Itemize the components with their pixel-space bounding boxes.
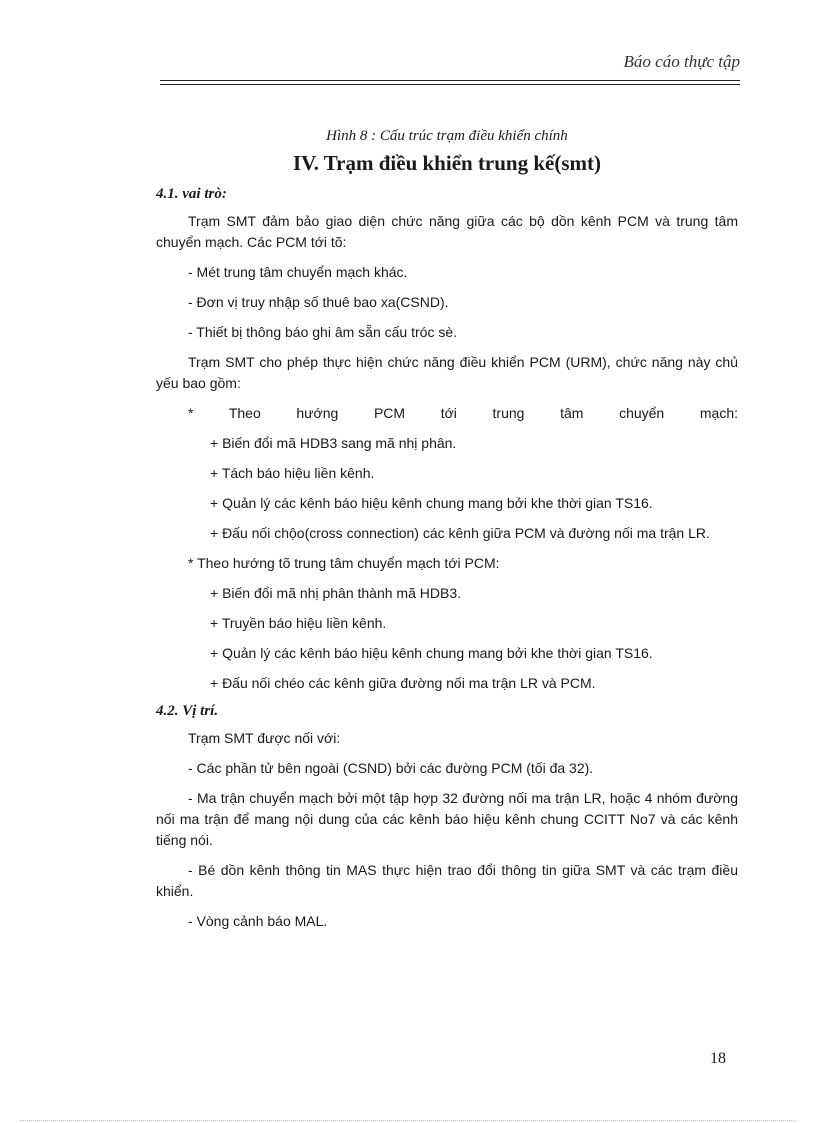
list-item: + Đấu nối chéo các kênh giữa đường nối ma trận LR và PCM.	[210, 675, 596, 691]
list-item: + Tách báo hiệu liền kênh.	[210, 465, 375, 481]
paragraph: Trạm SMT đảm bảo giao diện chức năng giữa các bộ dồn kênh PCM và trung tâm chuyển mạch. Các PCM tới tõ:	[156, 213, 738, 250]
section-heading-role: 4.1. vai trò:	[156, 186, 227, 202]
list-item: + Quản lý các kênh báo hiệu kênh chung mang bởi khe thời gian TS16.	[210, 495, 653, 511]
header-rule-top	[160, 80, 740, 81]
running-header-title: Báo cáo thực tập	[623, 52, 740, 71]
list-item: - Mét trung tâm chuyển mạch khác.	[188, 264, 408, 280]
paragraph: Trạm SMT cho phép thực hiện chức năng điều khiển PCM (URM), chức năng này chủ yếu bao gồm:	[156, 354, 738, 391]
list-item: + Đấu nối chộo(cross connection) các kênh giữa PCM và đường nối ma trận LR.	[210, 525, 710, 541]
chapter-title: IV. Trạm điều khiển trung kế(smt)	[292, 151, 602, 175]
footer-dotted-line	[20, 1120, 796, 1121]
figure-caption: Hình 8 : Cấu trúc trạm điều khiển chính	[326, 128, 568, 144]
list-item: + Biến đổi mã nhị phân thành mã HDB3.	[210, 585, 461, 601]
direction-heading: * Theo hướng tõ trung tâm chuyển mạch tới PCM:	[188, 555, 500, 571]
list-item: - Các phần tử bên ngoài (CSND) bởi các đường PCM (tối đa 32).	[188, 760, 594, 776]
list-item: - Bé dồn kênh thông tin MAS thực hiện trao đổi thông tin giữa SMT và các trạm điều khiển.	[156, 862, 738, 899]
page-body	[156, 128, 738, 941]
direction-heading: * Theo hướng PCM tới trung tâm chuyển mạch:	[188, 405, 738, 421]
list-item: - Ma trận chuyển mạch bởi một tập hợp 32 đường nối ma trận LR, hoặc 4 nhóm đường nối ma trận để mang nội dung của các kênh báo hiệu kênh chung CCITT No7 và các kênh tiếng nói.	[156, 790, 738, 848]
list-item: - Thiết bị thông báo ghi âm sẵn cấu tróc sè.	[188, 324, 458, 340]
list-item: + Quản lý các kênh báo hiệu kênh chung mang bởi khe thời gian TS16.	[210, 645, 653, 661]
header-rule-bottom	[160, 84, 740, 85]
list-item: + Biến đổi mã HDB3 sang mã nhị phân.	[210, 435, 457, 451]
list-item: - Đơn vị truy nhập số thuê bao xa(CSND).	[188, 294, 449, 310]
list-item: + Truyền báo hiệu liền kênh.	[210, 615, 387, 631]
section-heading-position: 4.2. Vị trí.	[156, 703, 219, 719]
page-number: 18	[710, 1050, 726, 1067]
paragraph: Trạm SMT được nối với:	[188, 730, 341, 746]
list-item: - Vòng cảnh báo MAL.	[188, 913, 328, 929]
